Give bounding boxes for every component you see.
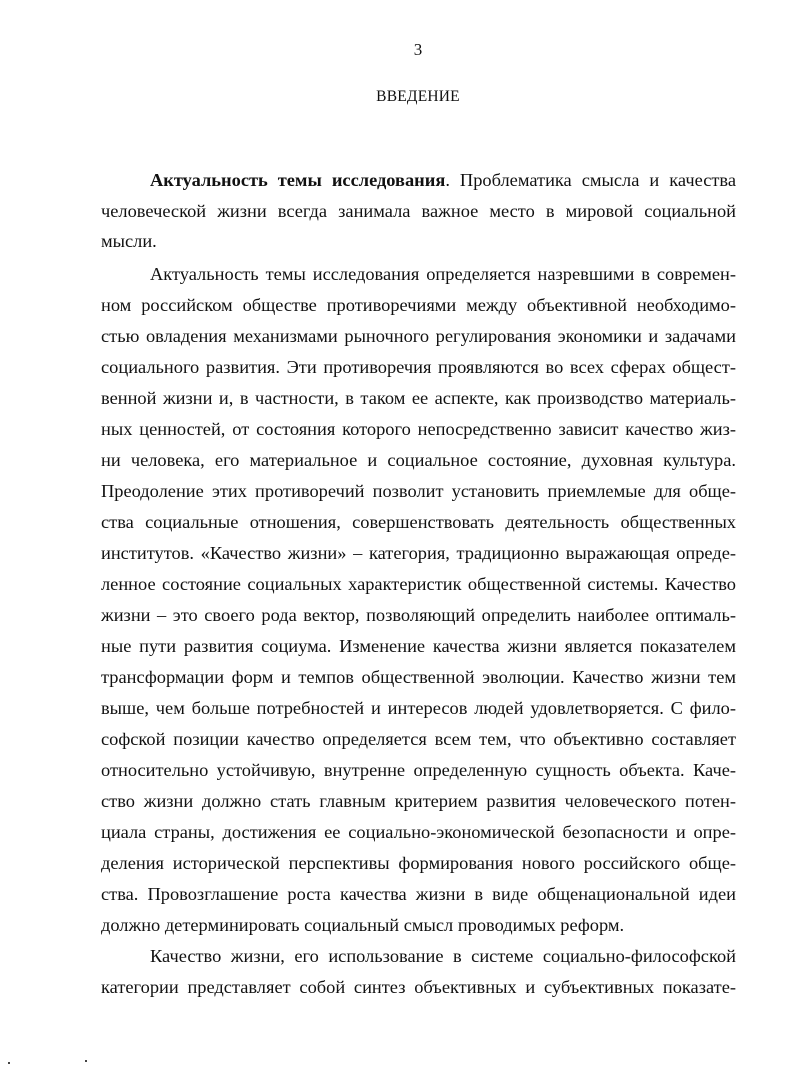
paragraph-2-line: Актуальность темы исследования определяется назревшими в современ- <box>150 264 736 284</box>
scan-speck <box>85 1060 87 1062</box>
bold-lead: Актуальность темы исследования <box>150 170 446 190</box>
paragraph-2-line: социального развития. Эти противоречия проявляются во всех сферах общест- <box>101 357 736 377</box>
paragraph-2-line: ные пути развития социума. Изменение качества жизни является показателем <box>101 636 736 656</box>
paragraph-3-line: Качество жизни, его использование в системе социально-философской <box>150 946 736 966</box>
paragraph-2-line: ства социальные отношения, совершенствовать деятельность общественных <box>101 512 736 532</box>
paragraph-1-line-1 <box>150 171 736 189</box>
paragraph-2-line: софской позиции качество определяется всем тем, что объективно составляет <box>101 729 736 749</box>
paragraph-3-line: категории представляет собой синтез объективных и субъективных показате- <box>101 977 736 997</box>
paragraph-2-line: жизни – это своего рода вектор, позволяющий определить наиболее оптималь- <box>101 605 736 625</box>
paragraph-2-line: должно детерминировать социальный смысл проводимых реформ. <box>101 915 625 935</box>
paragraph-1-line-3: мысли. <box>101 231 157 251</box>
scan-speck <box>8 1062 10 1064</box>
paragraph-2-line: выше, чем больше потребностей и интересов людей удовлетворяется. С фило- <box>101 698 736 718</box>
paragraph-2-line: относительно устойчивую, внутренне определенную сущность объекта. Каче- <box>101 760 736 780</box>
paragraph-2-line: ном российском обществе противоречиями между объективной необходимо- <box>101 295 736 315</box>
paragraph-1-line-1-rest: . Проблематика смысла и качества <box>445 170 736 190</box>
paragraph-2-line: институтов. «Качество жизни» – категория, традиционно выражающая опреде- <box>101 543 736 563</box>
paragraph-2-line: деления исторической перспективы формирования нового российского обще- <box>101 853 736 873</box>
section-heading: ВВЕДЕНИЕ <box>376 88 460 105</box>
paragraph-2-line: венной жизни и, в частности, в таком ее аспекте, как производство материаль- <box>101 388 736 408</box>
paragraph-2-line: Преодоление этих противоречий позволит установить приемлемые для обще- <box>101 481 736 501</box>
paragraph-2-line: ленное состояние социальных характеристик общественной системы. Качество <box>101 574 736 594</box>
paragraph-2-line: ных ценностей, от состояния которого непосредственно зависит качество жиз- <box>101 419 736 439</box>
paragraph-2-line: стью овладения механизмами рыночного регулирования экономики и задачами <box>101 326 736 346</box>
paragraph-2-line: трансформации форм и темпов общественной эволюции. Качество жизни тем <box>101 667 736 687</box>
paragraph-2-line: циала страны, достижения ее социально-экономической безопасности и опре- <box>101 822 736 842</box>
paragraph-1-line-2: человеческой жизни всегда занимала важное место в мировой социальной <box>101 201 736 221</box>
page-number: 3 <box>413 40 423 59</box>
paragraph-2-line: ства. Провозглашение роста качества жизни в виде общенациональной идеи <box>101 884 736 904</box>
paragraph-2-line: ство жизни должно стать главным критерием развития человеческого потен- <box>101 791 736 811</box>
paragraph-2-line: ни человека, его материальное и социальное состояние, духовная культура. <box>101 450 736 470</box>
